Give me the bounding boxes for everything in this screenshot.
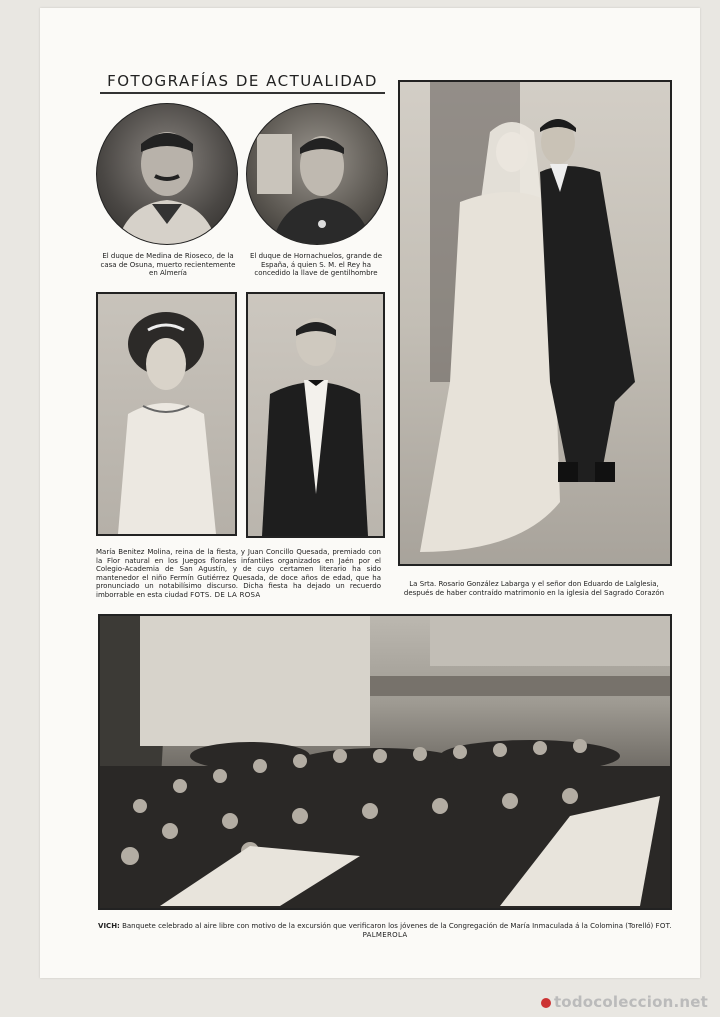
caption-banquet xyxy=(98,922,672,939)
caption-duque-medina: El duque de Medina de Rioseco, de la casa de Osuna, muerto recientemente en Almería xyxy=(100,252,236,277)
caption-duque-hornachuelos: El duque de Hornachuelos, grande de España, á quien S. M. el Rey ha concedido la llave de gentilhombre xyxy=(249,252,382,277)
caption-fiesta-jaen xyxy=(96,548,381,599)
photo-wedding xyxy=(398,80,672,566)
portrait-duque-hornachuelos xyxy=(246,103,388,245)
photo-maria-benitez xyxy=(96,292,237,536)
photo-juan-concillo xyxy=(246,292,385,538)
caption-banquet-lead: VICH: xyxy=(98,922,120,930)
wedding-couple-figure xyxy=(400,82,670,564)
photo-banquet-vich xyxy=(98,614,672,910)
boy-figure xyxy=(248,294,383,536)
young-man-portrait-figure xyxy=(247,104,387,244)
page-title: FOTOGRAFÍAS DE ACTUALIDAD xyxy=(100,72,385,94)
watermark-logo-icon xyxy=(541,998,551,1008)
caption-fiesta-text: María Benitez Molina, reina de la fiesta, y Juan Concillo Quesada, premiado con la Flor natural en los Juegos florales infantiles organizados en Jaén por el Colegio-Academia de San Agustín, y de cuyo certamen literario ha sido mantenedor el niño Fermín Gutiérrez Quesada, de doce años de edad, que ha pronunciado un notabilísimo discurso. Dicha fiesta ha dejado un recuerdo imborrable en esta ciudad xyxy=(96,548,381,599)
caption-banquet-text: Banquete celebrado al aire libre con motivo de la excursión que verificaron los jóvenes de la Congregación de María Inmaculada á la Colomina (Torelló) xyxy=(122,922,654,930)
banquet-crowd-scene xyxy=(100,616,670,908)
site-watermark xyxy=(541,993,708,1011)
portrait-duque-medina xyxy=(96,103,238,245)
photo-credit-fiesta: FOTS. DE LA ROSA xyxy=(190,590,261,599)
photo-credit-banquet: FOT. PALMEROLA xyxy=(362,922,672,939)
watermark-text: todocoleccion.net xyxy=(553,993,708,1011)
girl-figure xyxy=(98,294,235,534)
man-portrait-figure xyxy=(97,104,237,244)
caption-wedding: La Srta. Rosario González Labarga y el señor don Eduardo de Lalglesia, después de haber contraído matrimonio en la iglesia del Sagrado Corazón xyxy=(403,580,665,597)
